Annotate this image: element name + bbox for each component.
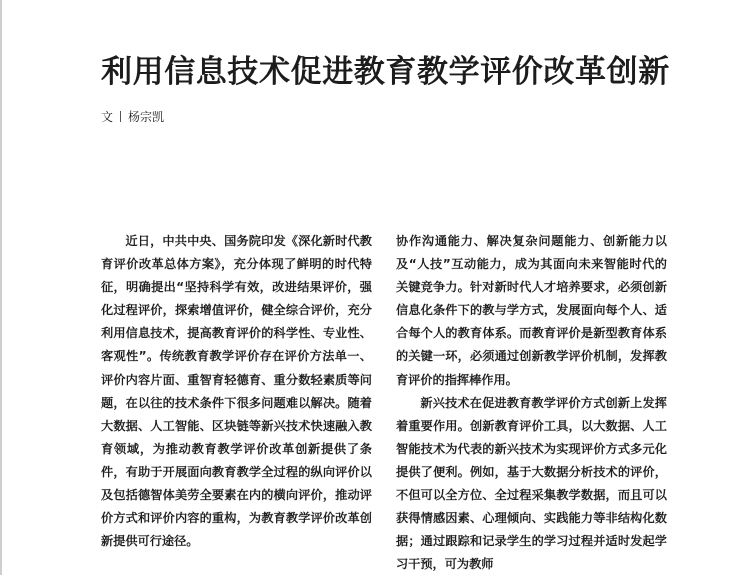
byline-author: 杨宗凯	[128, 110, 165, 124]
paragraph: 新兴技术在促进教育教学评价方式创新上发挥着重要作用。创新教育评价工具，以大数据、人工智能技术为代表的新兴技术为实现评价方式多元化提供了便利。例如，基于大数据分析技术的评价，不但可以全方位、全过程采集教学数据，而且可以获得情感因素、心理倾向、实践能力等非结构化数据；通过跟踪和记录学生的学习过程并适时发起学习干预，可为教师	[396, 395, 667, 572]
paragraph: 近日，中共中央、国务院印发《深化新时代教育评价改革总体方案》，充分体现了鲜明的时代特征，明确提出“坚持科学有效，改进结果评价，强化过程评价，探索增值评价，健全综合评价，充分利用信息技术，提高教育评价的科学性、专业性、客观性”。传统教育教学评价存在评价方法单一、评价内容片面、重智育轻德育、重分数轻素质等问题，在以往的技术条件下很多问题难以解决。随着大数据、人工智能、区块链等新兴技术快速融入教育领域，为推动教育教学评价改革创新提供了条件，有助于开展面向教育教学全过程的纵向评价以及包括德智体美劳全要素在内的横向评价，推动评价方式和评价内容的重构，为教育教学评价改革创新提供可行途径。	[101, 234, 372, 549]
body-column-left	[101, 230, 372, 553]
page-edge-rule	[0, 0, 2, 575]
paragraph-continued: 协作沟通能力、解决复杂问题能力、创新能力以及“人技”互动能力，成为其面向未来智能时代的关键竞争力。针对新时代人才培养要求，必须创新信息化条件下的教与学方式，发展面向每个人、适合每个人的教育体系。而教育评价是新型教育体系的关键一环，必须通过创新教学评价机制，发挥教育评价的指挥棒作用。	[396, 234, 667, 387]
body-column-right	[396, 230, 667, 576]
byline	[101, 108, 164, 126]
article-title: 利用信息技术促进教育教学评价改革创新	[101, 54, 670, 90]
byline-separator	[120, 111, 121, 122]
byline-prefix: 文	[101, 110, 114, 124]
